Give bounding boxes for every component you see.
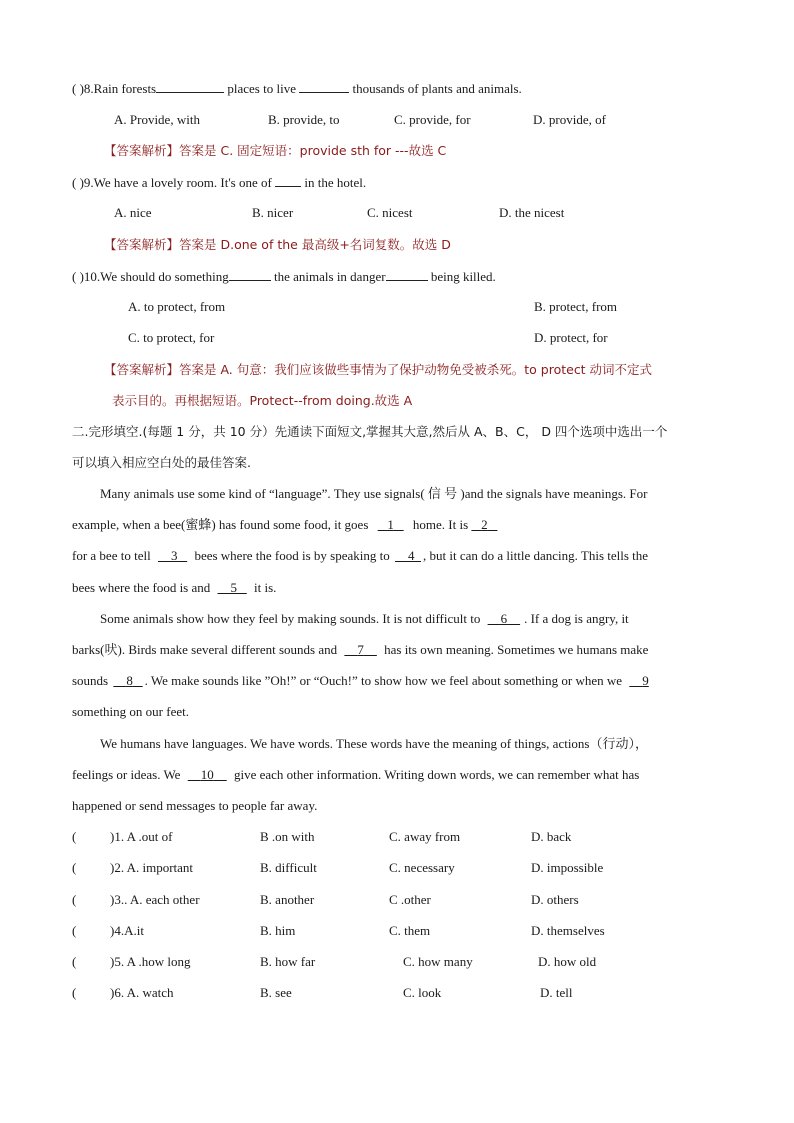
cloze-q6-paren: ( xyxy=(72,985,77,1000)
blank-4-number: 4 xyxy=(408,548,415,563)
q10-stem-c: being killed. xyxy=(430,269,496,284)
blank-7-number: 7 xyxy=(357,642,364,657)
blank-2-number: 2 xyxy=(481,517,488,532)
q10-blank-2 xyxy=(386,267,428,281)
passage-p1-line-2a: example, when a bee(蜜蜂) has found some food, it goes xyxy=(72,517,369,532)
blank-1 xyxy=(372,517,410,532)
blank-10 xyxy=(188,767,227,782)
cloze-q6-option-c: C. look xyxy=(403,985,442,1000)
cloze-q6-option-d: D. tell xyxy=(540,985,573,1000)
question-10-stem xyxy=(72,267,496,286)
passage-p1-line-3a: for a bee to tell xyxy=(72,548,151,563)
question-8-stem xyxy=(72,79,522,98)
passage-p3-line-2 xyxy=(72,766,639,784)
blank-2 xyxy=(471,517,497,532)
q8-stem-c: thousands of plants and animals. xyxy=(352,81,522,96)
q9-stem-a: ( )9.We have a lovely room. It's one of xyxy=(72,175,272,190)
cloze-q6-option-a: )6. A. watch xyxy=(110,985,174,1000)
passage-p3-line-1: We humans have languages. We have words. These words have the meaning of things, actions（行动）， xyxy=(100,736,648,751)
q10-option-b: B. protect, from xyxy=(534,299,618,314)
passage-p1-line-2b: home. It is xyxy=(412,517,469,532)
cloze-q5-option-c: C. how many xyxy=(403,954,473,969)
blank-6 xyxy=(488,611,521,626)
passage-p1-line-4 xyxy=(72,579,276,597)
cloze-q2-option-b: B. difficult xyxy=(260,860,317,875)
q8-option-d: D. provide, of xyxy=(533,112,606,127)
cloze-q3-option-b: B. another xyxy=(260,892,315,907)
q8-option-b: B. provide, to xyxy=(268,112,340,127)
q10-stem-a: ( )10.We should do something xyxy=(72,269,229,284)
blank-8-number: 8 xyxy=(126,673,133,688)
q9-analysis: 【答案解析】答案是 D.one of the 最高级+名词复数。故选 D xyxy=(104,237,451,252)
q8-stem-b: places to live xyxy=(227,81,296,96)
cloze-q1-option-d: D. back xyxy=(531,829,572,844)
q9-option-d: D. the nicest xyxy=(499,205,565,220)
passage-p2-line-3a: sounds xyxy=(72,673,109,688)
passage-p3-line-3: happened or send messages to people far away. xyxy=(72,798,318,813)
cloze-q4-option-c: C. them xyxy=(389,923,431,938)
cloze-q3-paren: ( xyxy=(72,892,77,907)
q8-blank-1 xyxy=(156,79,224,93)
q8-option-a: A. Provide, with xyxy=(114,112,200,127)
q8-analysis: 【答案解析】答案是 C. 固定短语：provide sth for ---故选 C xyxy=(104,143,447,158)
cloze-q5-option-a: )5. A .how long xyxy=(110,954,191,969)
cloze-q5-option-d: D. how old xyxy=(538,954,597,969)
blank-9 xyxy=(629,673,649,688)
cloze-q3-option-a: )3.. A. each other xyxy=(110,892,200,907)
passage-p2-line-3 xyxy=(72,672,649,690)
q10-analysis-line-1: 【答案解析】答案是 A. 句意：我们应该做些事情为了保护动物免受被杀死。to protect 动词不定式 xyxy=(104,362,653,377)
cloze-q1-option-a: )1. A .out of xyxy=(110,829,173,844)
blank-5-number: 5 xyxy=(230,580,238,595)
passage-p2-line-2 xyxy=(72,641,648,659)
passage-p1-line-4a: bees where the food is and xyxy=(72,580,211,595)
q9-option-a: A. nice xyxy=(114,205,152,220)
q9-option-b: B. nicer xyxy=(252,205,294,220)
passage-p2-line-3b: . We make sounds like ”Oh!” or “Ouch!” to show how we feel about something or when we xyxy=(144,673,623,688)
cloze-q2-option-d: D. impossible xyxy=(531,860,604,875)
blank-10-number: 10 xyxy=(200,767,214,782)
passage-p1-line-3 xyxy=(72,547,648,565)
q10-option-d: D. protect, for xyxy=(534,330,608,345)
blank-8 xyxy=(113,673,142,688)
q9-option-c: C. nicest xyxy=(367,205,413,220)
passage-p2-line-1 xyxy=(100,610,629,628)
q10-option-c: C. to protect, for xyxy=(128,330,215,345)
blank-9-number: 9 xyxy=(642,673,649,688)
blank-1-number: 1 xyxy=(387,517,394,532)
cloze-q2-option-c: C. necessary xyxy=(389,860,455,875)
q10-option-a: A. to protect, from xyxy=(128,299,226,314)
cloze-q1-option-c: C. away from xyxy=(389,829,461,844)
passage-p1-line-3c: , but it can do a little dancing. This tells the xyxy=(423,548,649,563)
passage-p1-line-4b: it is. xyxy=(254,580,277,595)
q8-stem-a: ( )8.Rain forests xyxy=(72,81,157,96)
cloze-q4-paren: ( xyxy=(72,923,77,938)
passage-p2-line-2a: barks(吠). Birds make several different sounds and xyxy=(72,642,338,657)
q10-stem-b: the animals in danger xyxy=(274,269,386,284)
passage-p1-line-1: Many animals use some kind of “language”. They use signals( 信 号 )and the signals have meanings. For xyxy=(100,486,648,501)
q9-blank xyxy=(275,173,301,187)
blank-3-number: 3 xyxy=(170,548,178,563)
question-9-stem xyxy=(72,173,366,192)
cloze-q1-paren: ( xyxy=(72,829,77,844)
blank-5 xyxy=(218,580,247,595)
cloze-q5-option-b: B. how far xyxy=(260,954,316,969)
cloze-q2-paren: ( xyxy=(72,860,77,875)
section-2-title-line-1: 二.完形填空.(每题 1 分，共 10 分）先通读下面短文,掌握其大意,然后从 A、B、C， D 四个选项中选出一个 xyxy=(72,424,668,439)
cloze-q3-option-d: D. others xyxy=(531,892,579,907)
q8-option-c: C. provide, for xyxy=(394,112,471,127)
q10-analysis-line-2: 表示目的。再根据短语。Protect--from doing.故选 A xyxy=(112,393,413,408)
passage-p1-line-2 xyxy=(72,516,497,534)
cloze-q5-paren: ( xyxy=(72,954,77,969)
passage-p3-line-2a: feelings or ideas. We xyxy=(72,767,181,782)
passage-p2-line-2b: has its own meaning. Sometimes we humans make xyxy=(384,642,649,657)
blank-7 xyxy=(344,642,377,657)
q9-stem-b: in the hotel. xyxy=(304,175,367,190)
cloze-q4-option-b: B. him xyxy=(260,923,296,938)
passage-p2-line-1a: Some animals show how they feel by making sounds. It is not difficult to xyxy=(100,611,481,626)
cloze-q3-option-c: C .other xyxy=(389,892,431,907)
passage-p2-line-1b: . If a dog is angry, it xyxy=(524,611,629,626)
passage-p3-line-2b: give each other information. Writing down words, we can remember what has xyxy=(233,767,640,782)
q8-blank-2 xyxy=(299,79,349,93)
cloze-q4-option-d: D. themselves xyxy=(531,923,605,938)
cloze-q6-option-b: B. see xyxy=(260,985,292,1000)
cloze-q2-option-a: )2. A. important xyxy=(110,860,194,875)
passage-p2-line-4: something on our feet. xyxy=(72,704,189,719)
blank-3 xyxy=(158,548,187,563)
q10-blank-1 xyxy=(229,267,271,281)
cloze-q4-option-a: )4.A.it xyxy=(110,923,144,938)
section-2-title-line-2: 可以填入相应空白处的最佳答案. xyxy=(72,455,251,470)
cloze-q1-option-b: B .on with xyxy=(260,829,315,844)
passage-p1-line-3b: bees where the food is by speaking to xyxy=(194,548,390,563)
blank-4 xyxy=(395,548,421,563)
blank-6-number: 6 xyxy=(500,611,508,626)
